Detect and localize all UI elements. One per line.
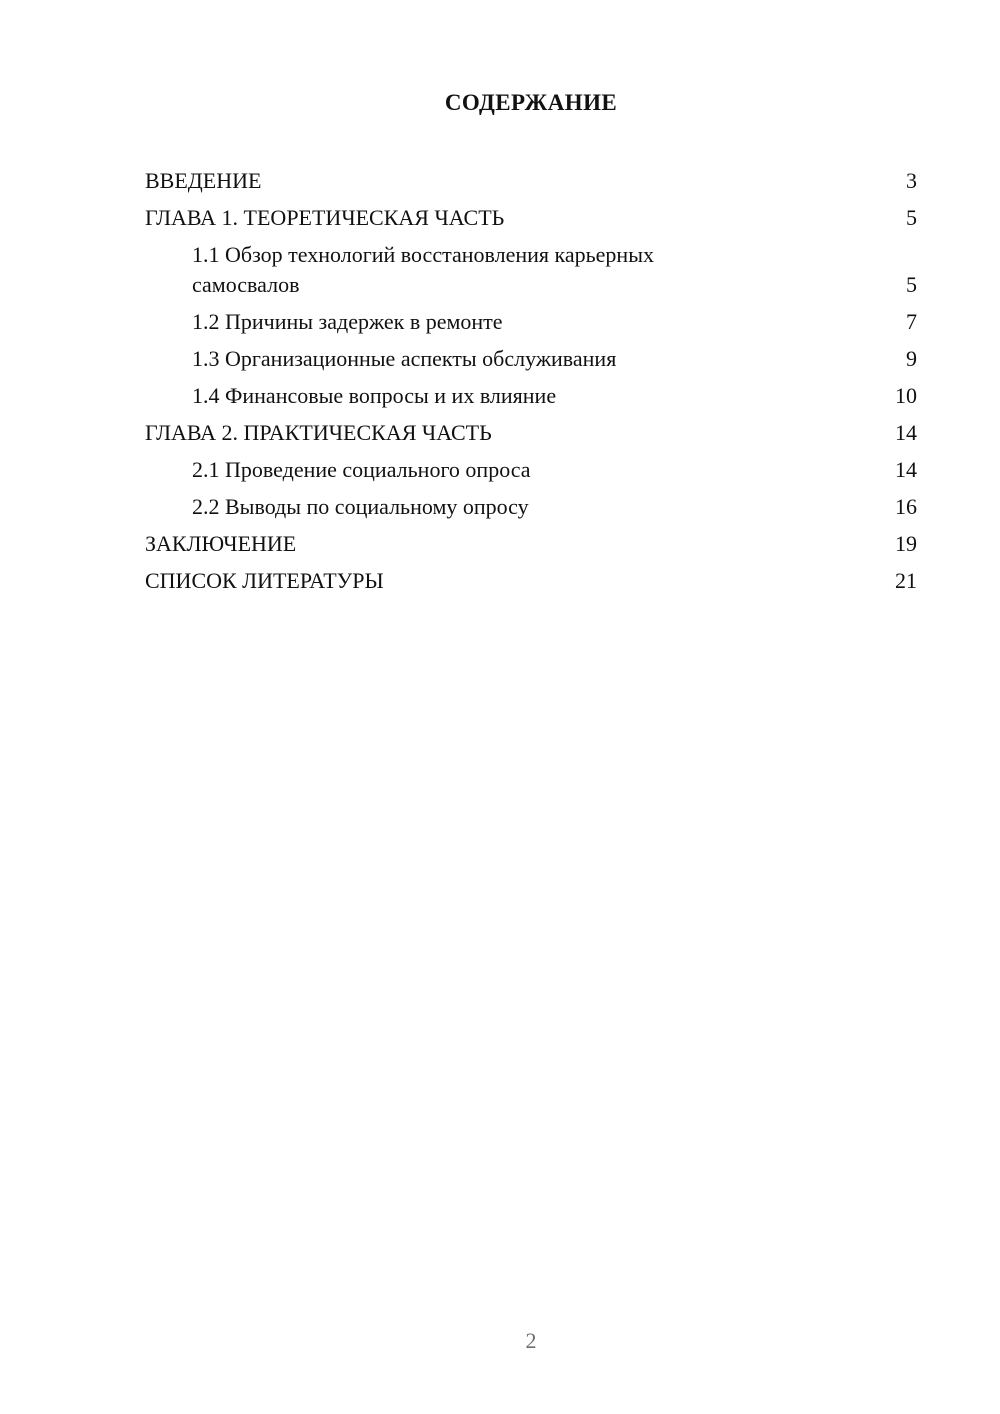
toc-entry-page: 3: [906, 168, 917, 193]
page-number: 2: [525, 1328, 537, 1353]
toc-entry-label: СПИСОК ЛИТЕРАТУРЫ: [145, 568, 384, 593]
toc-entry-label: 1.2 Причины задержек в ремонте: [192, 309, 503, 334]
toc-entry-label: 1.3 Организационные аспекты обслуживания: [192, 346, 617, 371]
toc-entry-label: 1.4 Финансовые вопросы и их влияние: [192, 383, 557, 408]
toc-entry-zaklyuchenie: [145, 529, 917, 559]
toc-entry-2-1: [145, 455, 917, 485]
toc-entry-page: 7: [906, 309, 917, 334]
toc-entry-1-4: [145, 381, 917, 411]
toc-entry-page: 19: [895, 531, 917, 556]
toc-entry-page: 10: [895, 383, 917, 408]
toc-entry-glava-1: [145, 203, 917, 233]
toc-entry-page: 16: [895, 494, 917, 519]
toc-entry-label: 2.2 Выводы по социальному опросу: [192, 494, 529, 519]
toc-entry-page: 14: [895, 457, 917, 482]
toc-entry-label: 1.1 Обзор технологий восстановления карьерных самосвалов: [192, 242, 654, 297]
toc-entry-page: 5: [906, 205, 917, 230]
toc-entry-page: 9: [906, 346, 917, 371]
toc-entry-2-2: [145, 492, 917, 522]
toc-entry-page: 14: [895, 420, 917, 445]
toc-entry-label: ЗАКЛЮЧЕНИЕ: [145, 531, 297, 556]
toc-entry-label: 2.1 Проведение социального опроса: [192, 457, 531, 482]
toc-entry-label: ГЛАВА 1. ТЕОРЕТИЧЕСКАЯ ЧАСТЬ: [145, 205, 505, 230]
toc-entry-page: 5: [906, 272, 917, 297]
toc-entry-1-1: [145, 240, 917, 300]
toc-entry-page: 21: [895, 568, 917, 593]
toc-entry-1-2: [145, 307, 917, 337]
toc-entry-1-3: [145, 344, 917, 374]
toc-entry-glava-2: [145, 418, 917, 448]
toc-entry-vvedenie: [145, 166, 917, 196]
table-of-contents: [145, 166, 917, 596]
page-title: СОДЕРЖАНИЕ: [444, 90, 618, 115]
toc-entry-label: ВВЕДЕНИЕ: [145, 168, 262, 193]
toc-entry-label: ГЛАВА 2. ПРАКТИЧЕСКАЯ ЧАСТЬ: [145, 420, 492, 445]
toc-entry-spisok-literatury: [145, 566, 917, 596]
